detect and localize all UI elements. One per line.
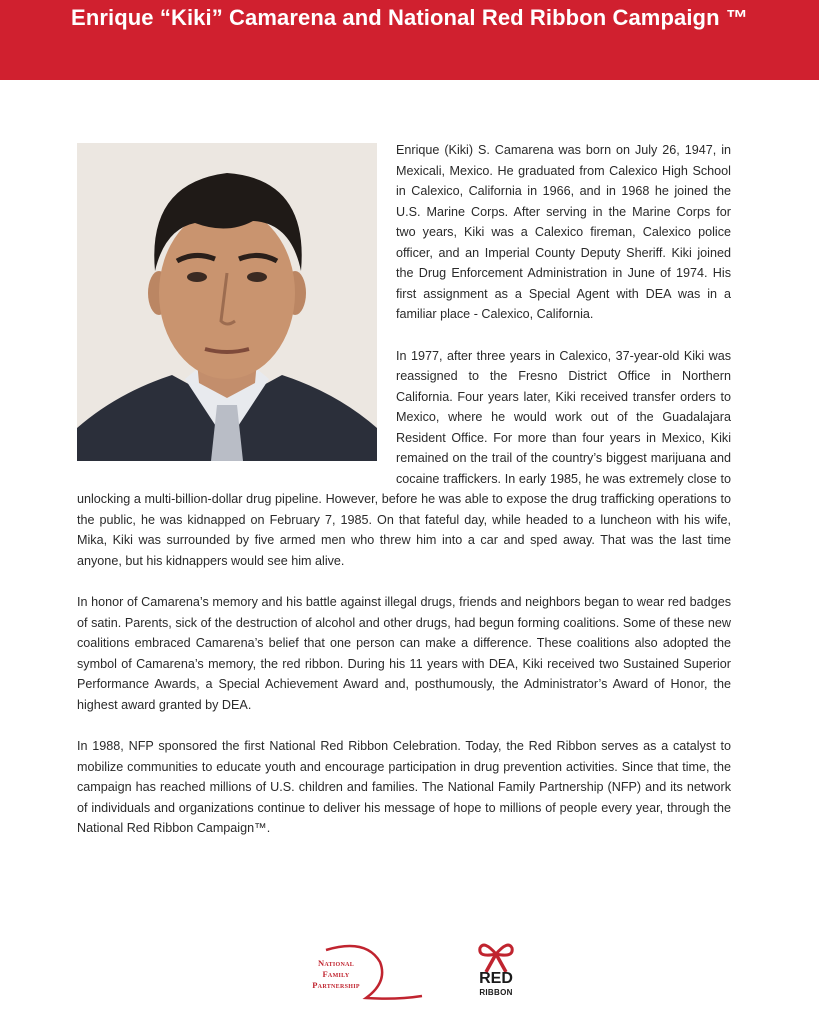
paragraph-1: Enrique (Kiki) S. Camarena was born on July 26, 1947, in Mexicali, Mexico. He graduated from Calexico High School in Calexico, California in 1966, and in 1968 he joined the U.S. Marine Corps. After serving in the Marine Corps for two years, Kiki was a Calexico fireman, Calexico police officer, and an Imperial County Deputy Sheriff. Kiki joined the Drug Enforcement Administration in June of 1974. His first assignment as a Special Agent with DEA was in a familiar place - Calexico, California. — [396, 143, 731, 321]
page-title: Enrique “Kiki” Camarena and National Red Ribbon Campaign ™ — [71, 5, 748, 30]
nfp-logo-text: National Family Partnership — [312, 958, 360, 990]
article-body — [77, 140, 731, 860]
portrait-illustration — [77, 143, 377, 461]
header-banner — [0, 0, 819, 80]
nfp-logo — [296, 940, 426, 1002]
paragraph-4: In 1988, NFP sponsored the first National Red Ribbon Celebration. Today, the Red Ribbon serves as a catalyst to mobilize communities to educate youth and encourage participation in drug prevention activities. Since that time, the campaign has reached millions of U.S. children and families. The National Family Partnership (NFP) and its network of individuals and organizations continue to deliver his message of hope to millions of people every year, through the National Red Ribbon Campaign™. — [77, 739, 731, 835]
red-ribbon-word: RED — [479, 970, 513, 987]
red-ribbon-sub: RIBBON — [479, 988, 513, 997]
footer-logos — [0, 940, 819, 1010]
ribbon-icon — [470, 940, 522, 974]
red-ribbon-logo — [470, 940, 530, 1004]
portrait-photo — [77, 143, 377, 461]
paragraph-3: In honor of Camarena’s memory and his battle against illegal drugs, friends and neighbors began to wear red badges of satin. Parents, sick of the destruction of alcohol and other drugs, had begun forming coalitions. Some of these new coalitions embraced Camarena’s belief that one person can make a difference. These coalitions also adopted the symbol of Camarena’s memory, the red ribbon. During his 11 years with DEA, Kiki received two Sustained Superior Performance Awards, a Special Achievement Award and, posthumously, the Administrator’s Award of Honor, the highest award granted by DEA. — [77, 595, 731, 712]
paragraph-2: In 1977, after three years in Calexico, 37-year-old Kiki was reassigned to the Fresno District Office in Northern California. Four years later, Kiki received transfer orders to Mexico, where he would work out of the Guadalajara Resident Office. For more than four years in Mexico, Kiki remained on the trail of the country’s biggest marijuana and cocaine traffickers. In early 1985, he was extremely close to unlocking a multi-billion-dollar drug pipeline. However, before he was able to expose the drug trafficking operations to the public, he was kidnapped on February 7, 1985. On that fateful day, while headed to a luncheon with his wife, Mika, Kiki was surrounded by five armed men who threw him into a car and sped away. That was the last time anyone, but his kidnappers would see him alive. — [77, 348, 731, 568]
